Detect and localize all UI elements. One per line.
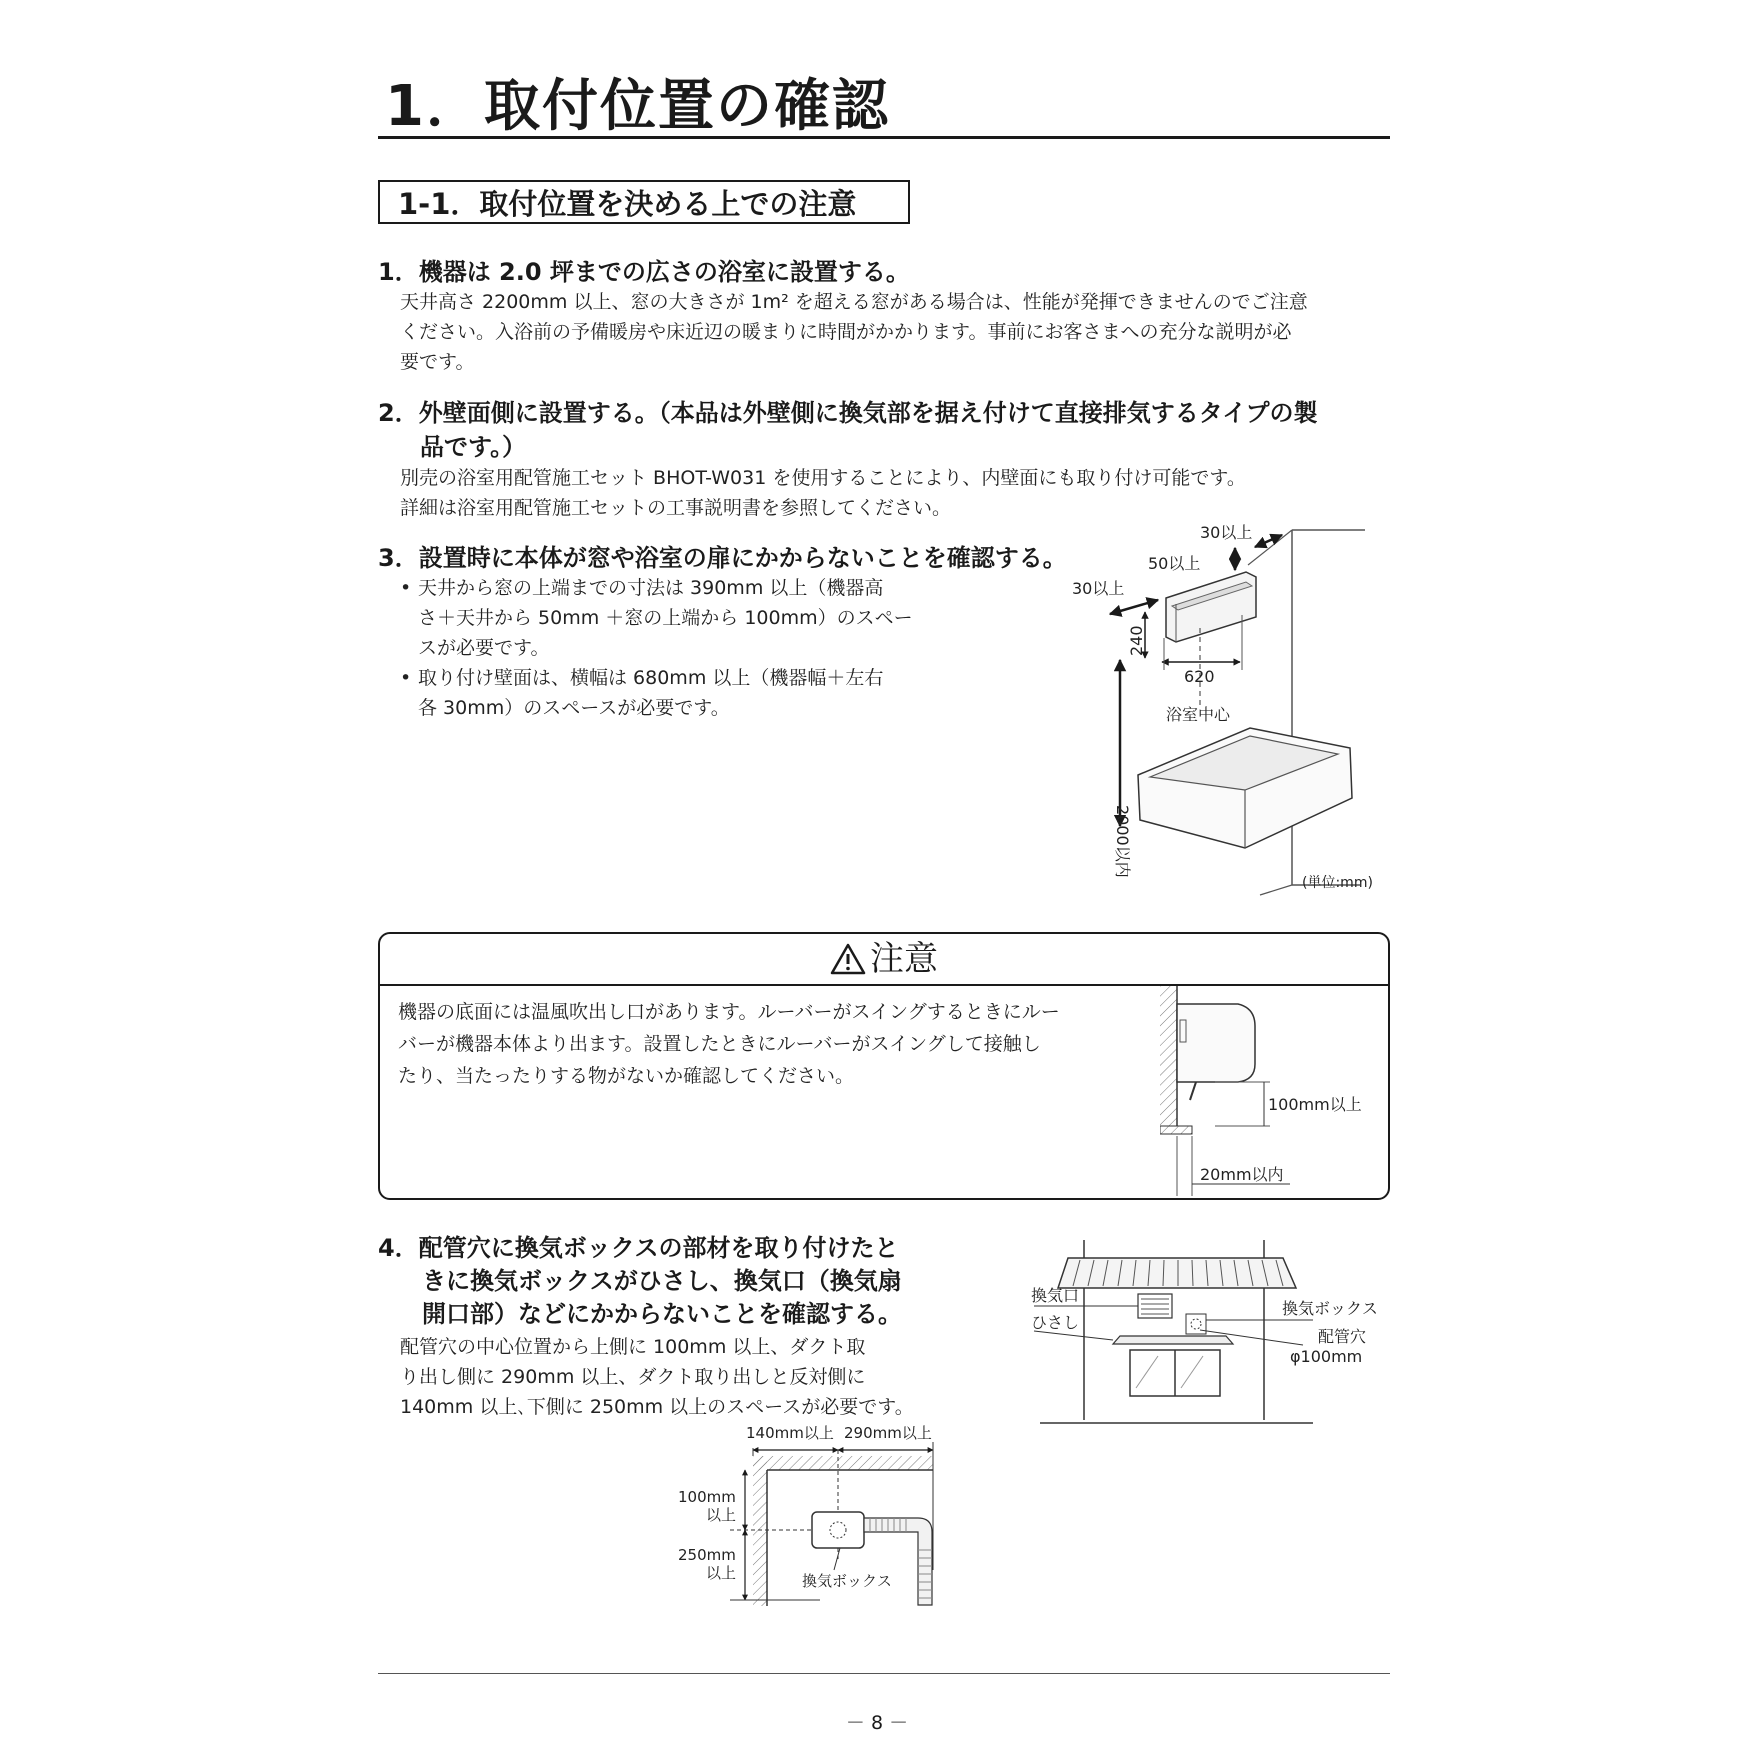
label-30-left: 30以上 — [1072, 579, 1125, 598]
item2-heading-line: 品です。） — [420, 433, 527, 461]
louver — [1190, 1082, 1196, 1100]
bullet-item — [400, 663, 913, 723]
item4-body — [400, 1332, 914, 1422]
bullet-line: 天井から窓の上端までの寸法は 390mm 以上（機器高 — [418, 577, 884, 599]
item1-body — [400, 287, 1308, 377]
label-100-above: 以上 — [706, 1506, 737, 1524]
bullet-line: 取り付け壁面は、横幅は 680mm 以上（機器幅＋左右 — [418, 667, 884, 689]
bullet-line: スが必要です。 — [418, 637, 550, 659]
footer-rule — [378, 1673, 1390, 1674]
window — [1130, 1350, 1220, 1396]
bathroom-install-figure — [1070, 520, 1400, 900]
label-240: 240 — [1127, 625, 1146, 656]
louver-clearance-figure — [1160, 986, 1385, 1198]
bathtub — [1138, 728, 1352, 848]
vent-grille-icon — [1138, 1294, 1172, 1318]
title-rule — [378, 136, 1390, 139]
item4-heading — [378, 1232, 902, 1331]
label-phi: φ100mm — [1290, 1347, 1363, 1366]
item2-body — [400, 463, 1246, 523]
label-250-above: 以上 — [706, 1564, 737, 1582]
label-vent-box: 換気ボックス — [1282, 1299, 1378, 1318]
bullet-line: 各 30mm）のスペースが必要です。 — [418, 697, 730, 719]
unit-label: (単位:mm) — [1302, 875, 1373, 891]
label-vent: 換気口 — [1031, 1286, 1080, 1305]
caution-header — [380, 934, 1388, 986]
caution-line: バーが機器本体より出ます。設置したときにルーバーがスイングして接触し — [398, 1033, 1041, 1055]
caution-line: たり、当たったりする物がないか確認してください。 — [398, 1065, 855, 1087]
label-bath-center: 浴室中心 — [1166, 705, 1231, 724]
item4-heading-line: きに換気ボックスがひさし、換気口（換気扇 — [422, 1267, 902, 1295]
item1-line: ください。入浴前の予備暖房や床近辺の暖まりに時間がかかります。事前にお客さまへの充分な説明が必 — [400, 321, 1292, 343]
label-100mm: 100mm以上 — [1268, 1095, 1362, 1114]
house-exterior-figure — [1028, 1238, 1388, 1433]
label-2000: 2000以内 — [1113, 805, 1132, 878]
item1-line: 天井高さ 2200mm 以上、窓の大きさが 1m² を超える窓がある場合は、性能が発揮できませんのでご注意 — [400, 291, 1308, 313]
item4-heading-line: 4．配管穴に換気ボックスの部材を取り付けたと — [378, 1234, 899, 1262]
label-140: 140mm以上 — [746, 1424, 834, 1442]
heater-side-view — [1177, 1004, 1255, 1082]
page-title: 1．取付位置の確認 — [385, 74, 890, 139]
label-100mm: 100mm — [678, 1488, 736, 1506]
warning-triangle-icon — [830, 942, 866, 976]
vent-box-marker — [1186, 1314, 1206, 1334]
label-eave: ひさし — [1031, 1313, 1080, 1332]
item2-line: 詳細は浴室用配管施工セットの工事説明書を参照してください。 — [400, 497, 952, 519]
caution-line: 機器の底面には温風吹出し口があります。ルーバーがスイングするときにルー — [398, 1001, 1060, 1023]
section-title: 1-1．取付位置を決める上での注意 — [378, 180, 910, 224]
item4-line: 140mm 以上､下側に 250mm 以上のスペースが必要です。 — [400, 1396, 914, 1418]
ceiling-hatch — [753, 1456, 933, 1470]
caution-body — [398, 996, 1060, 1092]
clearance-plan-figure — [670, 1420, 950, 1612]
bullet-item — [400, 573, 913, 663]
label-30-top: 30以上 — [1200, 523, 1253, 542]
item2-heading-line: 2．外壁面側に設置する。（本品は外壁側に換気部を据え付けて直接排気するタイプの製 — [378, 399, 1318, 427]
bullet-mark: • — [400, 667, 412, 689]
wall-hatch — [1160, 986, 1177, 1126]
dim-arrow-30-left — [1110, 600, 1158, 614]
eave — [1113, 1336, 1233, 1344]
item1-heading: 1．機器は 2.0 坪までの広さの浴室に設置する。 — [378, 258, 910, 286]
item4-line: り出し側に 290mm 以上、ダクト取り出しと反対側に — [400, 1366, 866, 1388]
item3-heading: 3．設置時に本体が窓や浴室の扉にかからないことを確認する。 — [378, 544, 1067, 572]
item2-line: 別売の浴室用配管施工セット BHOT-W031 を使用することにより、内壁面にも取り付け可能です。 — [400, 467, 1246, 489]
page-number: － 8 － — [845, 1712, 909, 1734]
label-620: 620 — [1184, 667, 1215, 686]
item1-line: 要です。 — [400, 351, 475, 373]
item4-heading-line: 開口部）などにかからないことを確認する。 — [422, 1300, 902, 1328]
item2-heading — [378, 396, 1318, 464]
item4-line: 配管穴の中心位置から上側に 100mm 以上、ダクト取 — [400, 1336, 866, 1358]
label-pipe-hole: 配管穴 — [1318, 1327, 1367, 1346]
caution-title: 注意 — [870, 939, 938, 979]
item3-bullets — [400, 573, 913, 723]
bullet-line: さ＋天井から 50mm ＋窓の上端から 100mm）のスペー — [418, 607, 913, 629]
duct — [864, 1518, 932, 1605]
label-290: 290mm以上 — [844, 1424, 932, 1442]
label-20mm: 20mm以内 — [1200, 1165, 1284, 1184]
label-vent-box: 換気ボックス — [802, 1572, 892, 1590]
label-50: 50以上 — [1148, 554, 1201, 573]
label-250mm: 250mm — [678, 1546, 736, 1564]
bullet-mark: • — [400, 577, 412, 599]
vent-box-plan — [812, 1512, 864, 1548]
wall-hatch — [753, 1456, 767, 1606]
caution-box — [378, 932, 1390, 1200]
